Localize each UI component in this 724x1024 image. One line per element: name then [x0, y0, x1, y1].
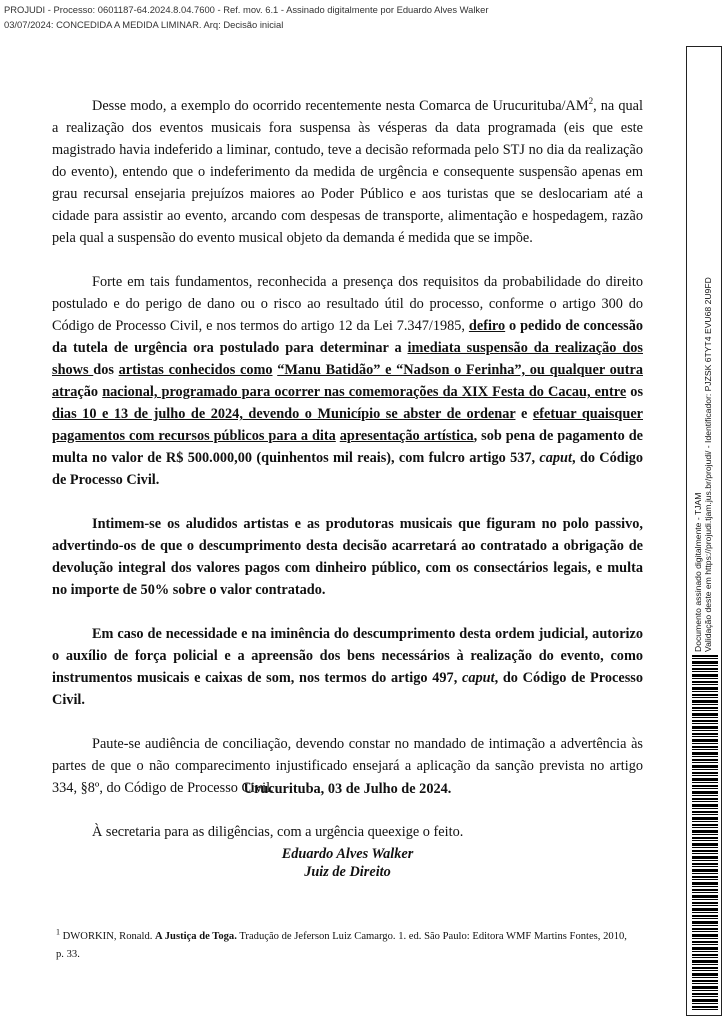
paragraph-5: Paute-se audiência de conciliação, devendo constar no mandado de intimação a advertência às partes de que o não comparecimento injustificado ensejará a aplicação da sanção prevista no artigo 334, §8º, do Código de Processo Civil.	[52, 736, 643, 796]
stamp-line-1: Documento assinado digitalmente - TJAM	[693, 492, 703, 652]
p2-defiro: defiro	[468, 318, 506, 334]
validation-stamp-text	[693, 277, 713, 652]
p2-text-j: , do Código de Processo Civil.	[52, 450, 643, 488]
signer-role: Juiz de Direito	[304, 864, 391, 880]
p2-underline-3: “Manu Batidão” e “Nadson o Ferinha”, ou qualquer outra atra	[52, 362, 643, 400]
p2-text-a: Forte em tais fundamentos, reconhecida a presença dos requisitos da probabilidade do direito postulado e do perigo de dano ou o risco ao resultado útil do processo, conforme o artigo 300 do Código de Processo Civil, e nos termos do artigo 12 da Lei 7.347/1985,	[52, 274, 643, 334]
p4-text-a: Em caso de necessidade e na iminência do descumprimento desta ordem judicial, autorizo o auxílio de força policial e a apreensão dos bens necessários à realização do evento, como instrumentos musicais e caixas de som, nos termos do artigo 497,	[52, 626, 643, 686]
header-line-1: PROJUDI - Processo: 0601187-64.2024.8.04.7600 - Ref. mov. 6.1 - Assinado digitalmente por Eduardo Alves Walker	[4, 4, 489, 15]
barcode	[692, 655, 718, 1012]
p2-text-i: , sob pena de pagamento de multa no valor de R$ 500.000,00 (quinhentos mil reais), com fulcro artigo 537,	[52, 428, 643, 466]
header-line-2: 03/07/2024: CONCEDIDA A MEDIDA LIMINAR. Arq: Decisão inicial	[4, 19, 284, 30]
paragraph-1	[52, 95, 643, 249]
p2-underline-7: apresentação artística	[339, 428, 474, 444]
stamp-line-2: Validação deste em https://projudi.tjam.jus.br/projudi/ - Identificador: PJZSK 6TYT4 EVU68 2U9FD	[703, 277, 713, 652]
footnote-number: 1	[56, 927, 60, 937]
p1-text-b: , na qual a realização dos eventos musicais fora suspensa às vésperas da data programada (eis que este magistrado havia indeferido a liminar, contudo, teve a decisão reformada pelo STJ no dia da realização do evento), entendo que o indeferimento da medida de urgência e consequente suspensão apenas em grau recursal ensejaria prejuízos maiores ao Poder Público e aos turistas que se deslocariam até a cidade para assistir ao evento, arcando com despesas de transporte, alimentação e hospedagem, razão pela qual a suspensão do evento musical objeto da demanda é medida que se impõe.	[52, 98, 643, 246]
p2-underline-1: imediata suspensão da realização dos shows	[52, 340, 643, 378]
p2-text-b: o pedido de concessão da tutela de urgência ora postulado para determinar a	[52, 318, 643, 356]
footnote-rest: Tradução de Jeferson Luiz Camargo. 1. ed. São Paulo: Editora WMF Martins Fontes, 2010, p. 33.	[56, 931, 627, 960]
footnote	[56, 928, 636, 964]
p4-text-b: , do Código de Processo Civil.	[52, 670, 643, 708]
paragraph-6: À secretaria para as diligências, com a urgência queexige o feito.	[92, 824, 464, 840]
p2-underline-4: nacional, programado para ocorrer nas comemorações da XIX Festa do Cacau, entre	[102, 384, 627, 400]
p2-text-g: e	[515, 406, 533, 422]
paragraph-4	[52, 623, 643, 711]
footnote-title: A Justiça de Toga.	[155, 931, 237, 942]
footnote-ref: 2	[588, 96, 594, 107]
p2-text-e: ção	[77, 384, 103, 400]
p4-caput: caput	[461, 670, 495, 686]
p2-underline-2: artistas conhecidos como	[118, 362, 273, 378]
paragraph-2	[52, 271, 643, 491]
p2-text-f: os	[626, 384, 644, 400]
p2-caput: caput	[539, 450, 572, 466]
decision-body	[52, 95, 643, 843]
signature-block	[52, 845, 643, 881]
signer-name: Eduardo Alves Walker	[281, 846, 414, 862]
p2-text-c: dos	[93, 362, 119, 378]
p2-underline-6: efetuar quaisquer pagamentos com recursos públicos para a dita	[52, 406, 644, 444]
document-header	[4, 2, 624, 32]
p2-underline-5: dias 10 e 13 de julho de 2024, devendo o Município se abster de ordenar	[52, 406, 516, 422]
decision-date: Urucurituba, 03 de Julho de 2024.	[243, 781, 452, 797]
paragraph-3: Intimem-se os aludidos artistas e as produtoras musicais que figuram no polo passivo, advertindo-os de que o descumprimento desta decisão acarretará ao contratado a obrigação de devolução integral dos valores pagos com dinheiro público, com os consectários legais, e multa no importe de 50% sobre o valor contratado.	[52, 516, 643, 598]
footnote-author: DWORKIN, Ronald.	[62, 931, 156, 942]
p1-text-a: Desse modo, a exemplo do ocorrido recentemente nesta Comarca de Urucurituba/AM	[92, 98, 589, 114]
